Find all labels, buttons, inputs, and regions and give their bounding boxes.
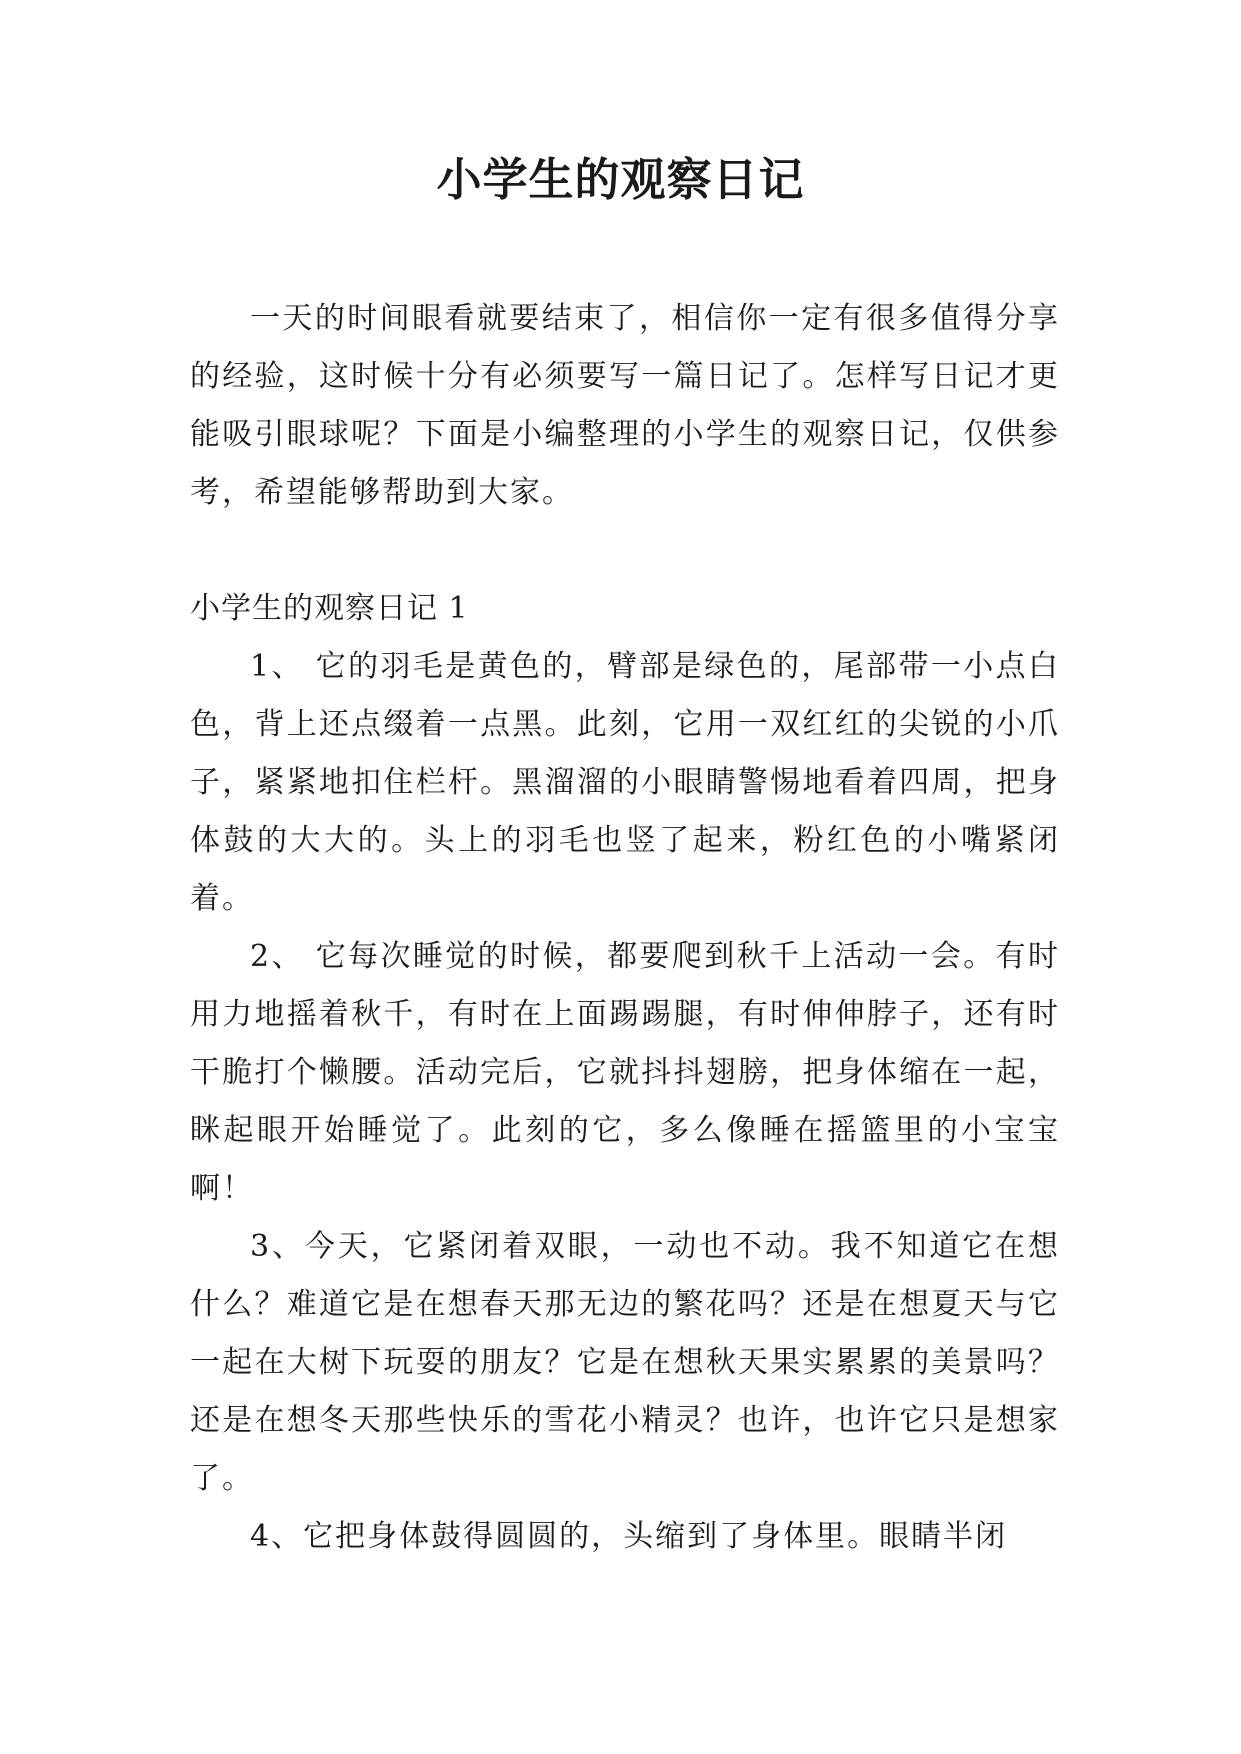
paragraph-4: 4、它把身体鼓得圆圆的，头缩到了身体里。眼睛半闭: [250, 1519, 1008, 1554]
paragraph-3: 3、今天，它紧闭着双眼，一动也不动。我不知道它在想什么？难道它是在想春天那无边的繁花吗？还是在想夏天与它一起在大树下玩耍的朋友？它是在想秋天果实累累的美景吗？还是在想冬天那些快乐的雪花小精灵？也许，也许它只是想家了。: [190, 1229, 1060, 1496]
section-heading: 小学生的观察日记 1: [190, 591, 469, 626]
paragraph-2: 2、 它每次睡觉的时候，都要爬到秋千上活动一会。有时用力地摇着秋千，有时在上面踢踢腿，有时伸伸脖子，还有时干脆打个懒腰。活动完后，它就抖抖翅膀，把身体缩在一起，眯起眼开始睡觉了。此刻的它，多么像睡在摇篮里的小宝宝啊！: [190, 939, 1060, 1206]
document-title: 小学生的观察日记: [436, 153, 805, 206]
document-body: [190, 290, 1060, 1566]
paragraph-1: 1、 它的羽毛是黄色的，臂部是绿色的，尾部带一小点白色，背上还点缀着一点黑。此刻，它用一双红红的尖锐的小爪子，紧紧地扣住栏杆。黑溜溜的小眼睛警惕地看着四周，把身体鼓的大大的。头上的羽毛也竖了起来，粉红色的小嘴紧闭着。: [190, 649, 1060, 916]
intro-paragraph: 一天的时间眼看就要结束了，相信你一定有很多值得分享的经验，这时候十分有必须要写一篇日记了。怎样写日记才更能吸引眼球呢？下面是小编整理的小学生的观察日记，仅供参考，希望能够帮助到大家。: [190, 301, 1060, 510]
